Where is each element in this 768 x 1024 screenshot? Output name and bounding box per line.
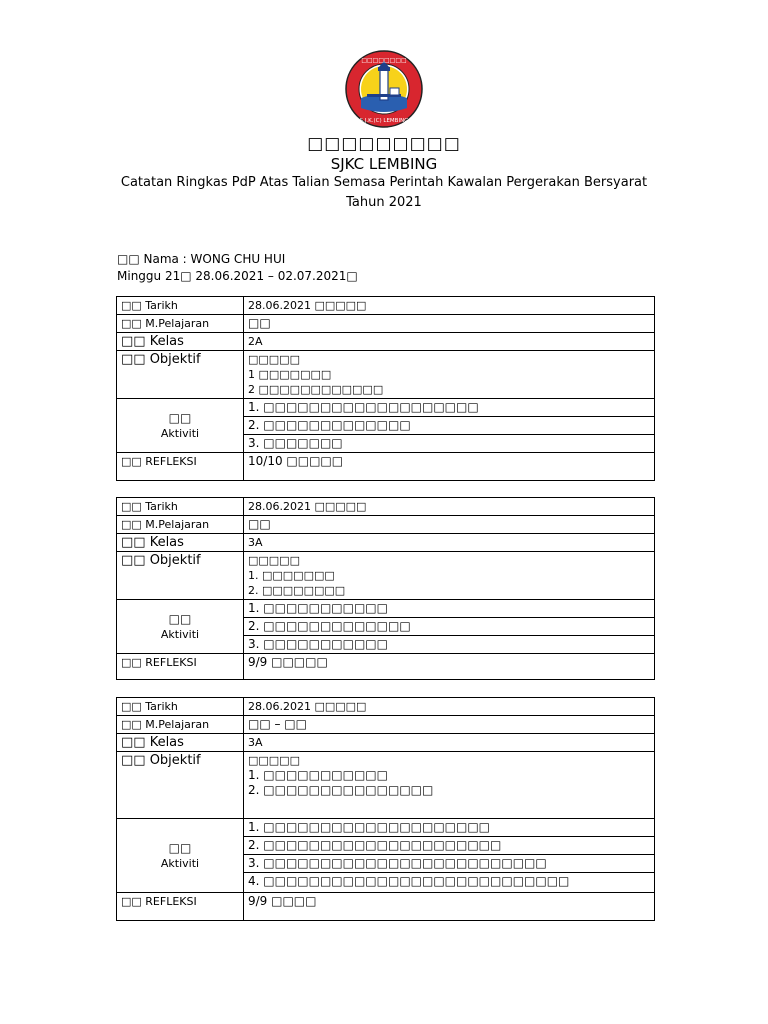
tarikh-label: □□ Tarikh (117, 498, 244, 516)
week-range: Minggu 21□ 28.06.2021 – 02.07.2021□ (117, 269, 358, 283)
lesson-record-table (116, 296, 655, 481)
refleksi-label: □□ REFLEKSI (117, 453, 244, 481)
aktiviti-label: □□ Aktiviti (117, 600, 244, 654)
kelas-label: □□ Kelas (117, 734, 244, 752)
objektif-value (244, 752, 655, 819)
pelajaran-value: □□ (244, 315, 655, 333)
lesson-record-table (116, 497, 655, 680)
aktiviti-item: 4. □□□□□□□□□□□□□□□□□□□□□□□□□□□ (244, 873, 655, 893)
aktiviti-item: 1. □□□□□□□□□□□□□□□□□□□ (244, 399, 655, 417)
objektif-value (244, 552, 655, 600)
aktiviti-item: 3. □□□□□□□□□□□□□□□□□□□□□□□□□ (244, 855, 655, 873)
pelajaran-label: □□ M.Pelajaran (117, 315, 244, 333)
svg-text:□□□□□□□□: □□□□□□□□ (361, 57, 407, 64)
svg-text:S.J.K.(C) LEMBING: S.J.K.(C) LEMBING (359, 118, 409, 124)
aktiviti-item: 3. □□□□□□□□□□□ (244, 636, 655, 654)
objektif-label: □□ Objektif (117, 351, 244, 399)
objektif-line: □□□□□ (248, 754, 300, 767)
objektif-label: □□ Objektif (117, 752, 244, 819)
aktiviti-item: 2. □□□□□□□□□□□□□ (244, 417, 655, 435)
objektif-line: 2. □□□□□□□□□□□□□□□ (248, 783, 434, 797)
kelas-value: 3A (244, 534, 655, 552)
aktiviti-item: 1. □□□□□□□□□□□□□□□□□□□□ (244, 819, 655, 837)
aktiviti-item: 2. □□□□□□□□□□□□□□□□□□□□□ (244, 837, 655, 855)
objektif-line: 1 □□□□□□□ (248, 368, 332, 381)
pelajaran-value: □□ (244, 516, 655, 534)
refleksi-value: 9/9 □□□□□ (244, 654, 655, 680)
objektif-value (244, 351, 655, 399)
objektif-line: 1. □□□□□□□□□□□ (248, 768, 388, 782)
refleksi-value: 10/10 □□□□□ (244, 453, 655, 481)
pelajaran-value: □□ – □□ (244, 716, 655, 734)
aktiviti-item: 3. □□□□□□□ (244, 435, 655, 453)
tarikh-label: □□ Tarikh (117, 297, 244, 315)
school-name: SJKC LEMBING (330, 155, 438, 173)
objektif-line: 2. □□□□□□□□ (248, 584, 346, 597)
pelajaran-label: □□ M.Pelajaran (117, 516, 244, 534)
objektif-line: 2 □□□□□□□□□□□□ (248, 383, 384, 396)
aktiviti-label: □□ Aktiviti (117, 819, 244, 893)
kelas-label: □□ Kelas (117, 534, 244, 552)
refleksi-label: □□ REFLEKSI (117, 654, 244, 680)
document-year: Tahun 2021 (346, 195, 422, 210)
teacher-name: □□ Nama : WONG CHU HUI (117, 252, 286, 266)
objektif-label: □□ Objektif (117, 552, 244, 600)
refleksi-label: □□ REFLEKSI (117, 893, 244, 921)
document-subtitle: Catatan Ringkas PdP Atas Talian Semasa Perintah Kawalan Pergerakan Bersyarat (120, 175, 648, 190)
objektif-line: □□□□□ (248, 554, 300, 567)
school-name-chinese: □□□□□□□□□ (307, 134, 461, 154)
school-logo (345, 50, 423, 128)
pelajaran-label: □□ M.Pelajaran (117, 716, 244, 734)
tarikh-label: □□ Tarikh (117, 698, 244, 716)
tarikh-value: 28.06.2021 □□□□□ (244, 498, 655, 516)
kelas-value: 2A (244, 333, 655, 351)
kelas-value: 3A (244, 734, 655, 752)
tarikh-value: 28.06.2021 □□□□□ (244, 297, 655, 315)
aktiviti-item: 2. □□□□□□□□□□□□□ (244, 618, 655, 636)
aktiviti-item: 1. □□□□□□□□□□□ (244, 600, 655, 618)
aktiviti-label: □□ Aktiviti (117, 399, 244, 453)
kelas-label: □□ Kelas (117, 333, 244, 351)
refleksi-value: 9/9 □□□□ (244, 893, 655, 921)
lesson-record-table (116, 697, 655, 921)
objektif-line: 1. □□□□□□□ (248, 569, 335, 582)
objektif-line: □□□□□ (248, 353, 300, 366)
tarikh-value: 28.06.2021 □□□□□ (244, 698, 655, 716)
